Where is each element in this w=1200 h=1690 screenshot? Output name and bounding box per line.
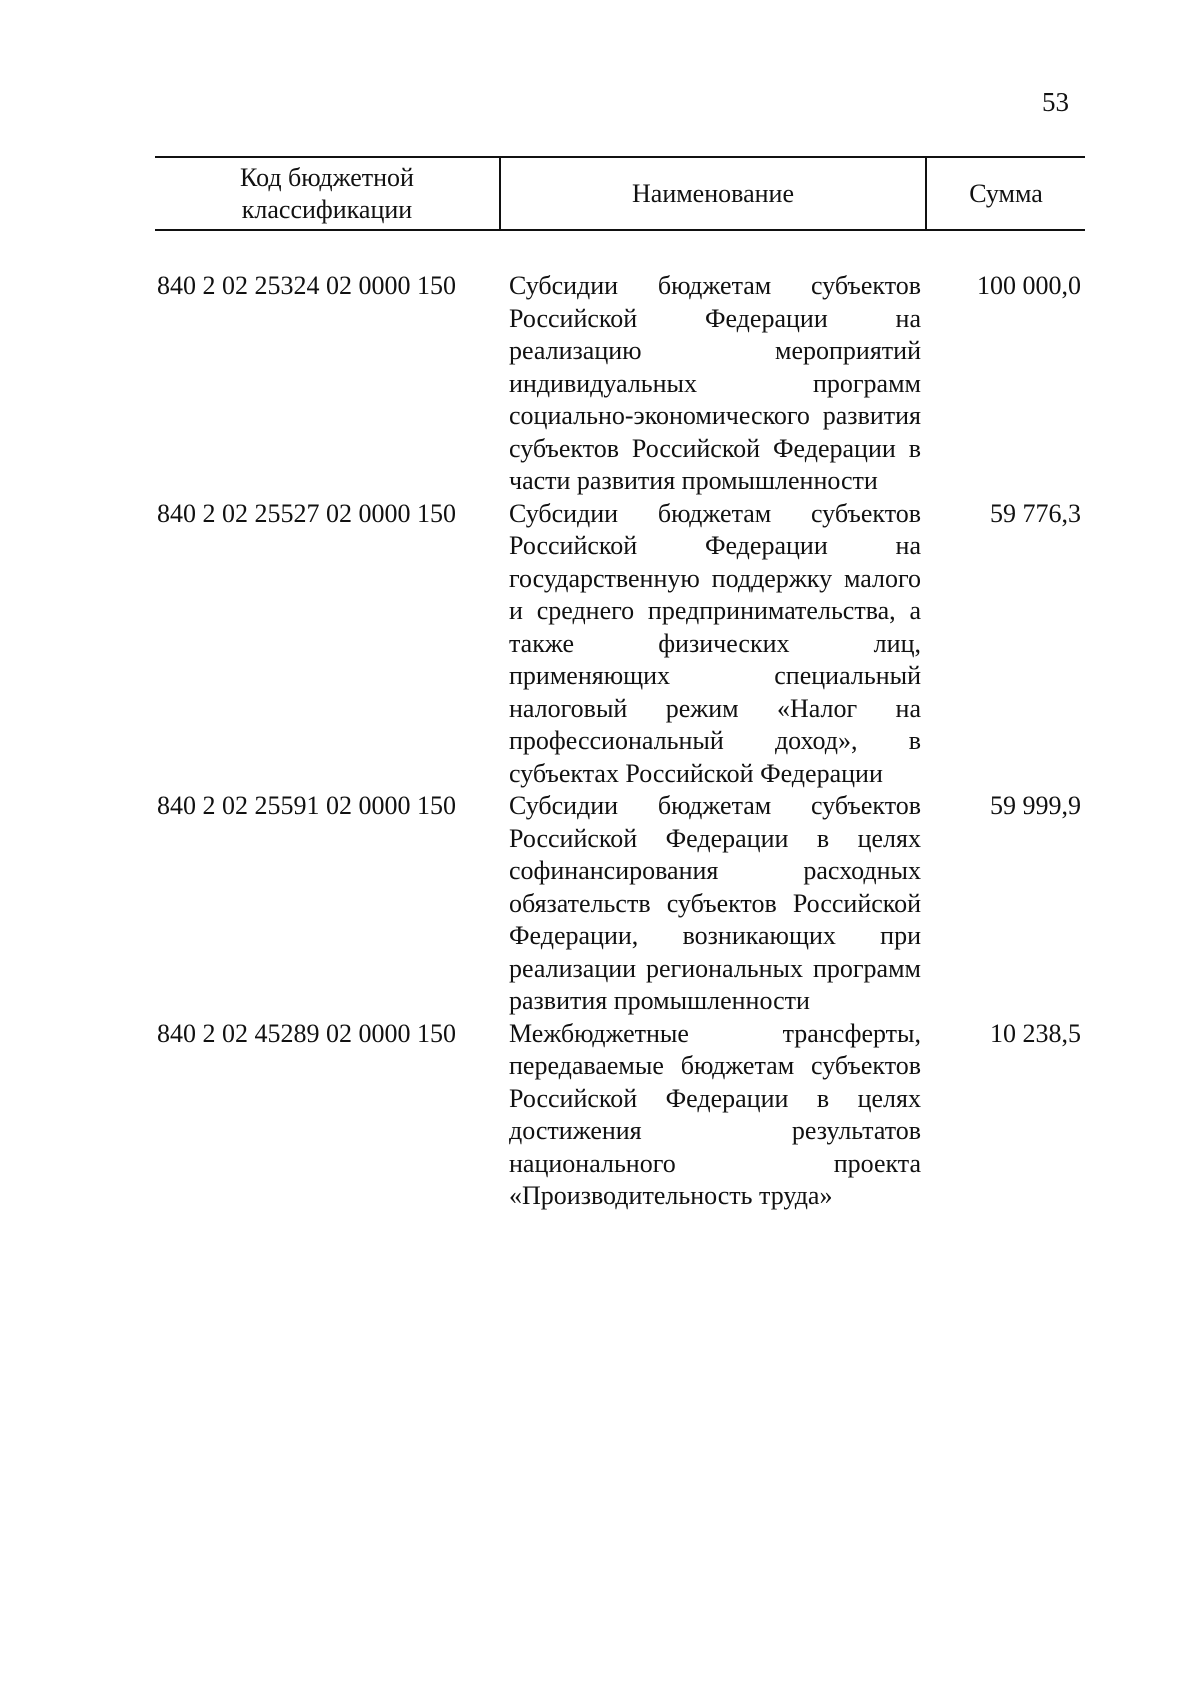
item-sum: 10 238,5 — [990, 1018, 1081, 1048]
item-name: Субсидии бюджетам субъектов Российской Федерации на реализацию мероприятий индивидуальных программ социально-экономического развития субъектов Российской Федерации в части развития промышленности — [509, 271, 921, 495]
page-number: 53 — [1042, 87, 1069, 117]
item-name: Субсидии бюджетам субъектов Российской Федерации в целях софинансирования расходных обязательств субъектов Российской Федерации, возникающих при реализации региональных программ развития промышленности — [509, 791, 921, 1015]
item-name: Субсидии бюджетам субъектов Российской Федерации на государственную поддержку малого и среднего предпринимательства, а также физических лиц, применяющих специальный налоговый режим «Налог на профессиональный доход», в субъектах Российской Федерации — [509, 498, 921, 788]
budget-code: 840 2 02 25591 02 0000 150 — [157, 791, 456, 820]
table-row — [155, 1018, 1085, 1213]
header-name: Наименование — [632, 178, 794, 208]
item-sum: 59 999,9 — [990, 791, 1081, 820]
budget-code: 840 2 02 25324 02 0000 150 — [157, 271, 456, 300]
table-row — [155, 270, 1085, 498]
table-row — [155, 790, 1085, 1018]
budget-code: 840 2 02 45289 02 0000 150 — [157, 1018, 456, 1048]
header-sum: Сумма — [969, 178, 1043, 208]
budget-code: 840 2 02 25527 02 0000 150 — [157, 498, 456, 528]
table-body — [155, 270, 1085, 1213]
item-name: Межбюджетные трансферты, передаваемые бюджетам субъектов Российской Федерации в целях достижения результатов национального проекта «Производительность труда» — [509, 1018, 921, 1210]
table-header — [155, 156, 1085, 231]
item-sum: 100 000,0 — [977, 271, 1081, 300]
header-code: Код бюджетной классификации — [240, 162, 414, 224]
item-sum: 59 776,3 — [990, 498, 1081, 528]
table-row — [155, 498, 1085, 791]
